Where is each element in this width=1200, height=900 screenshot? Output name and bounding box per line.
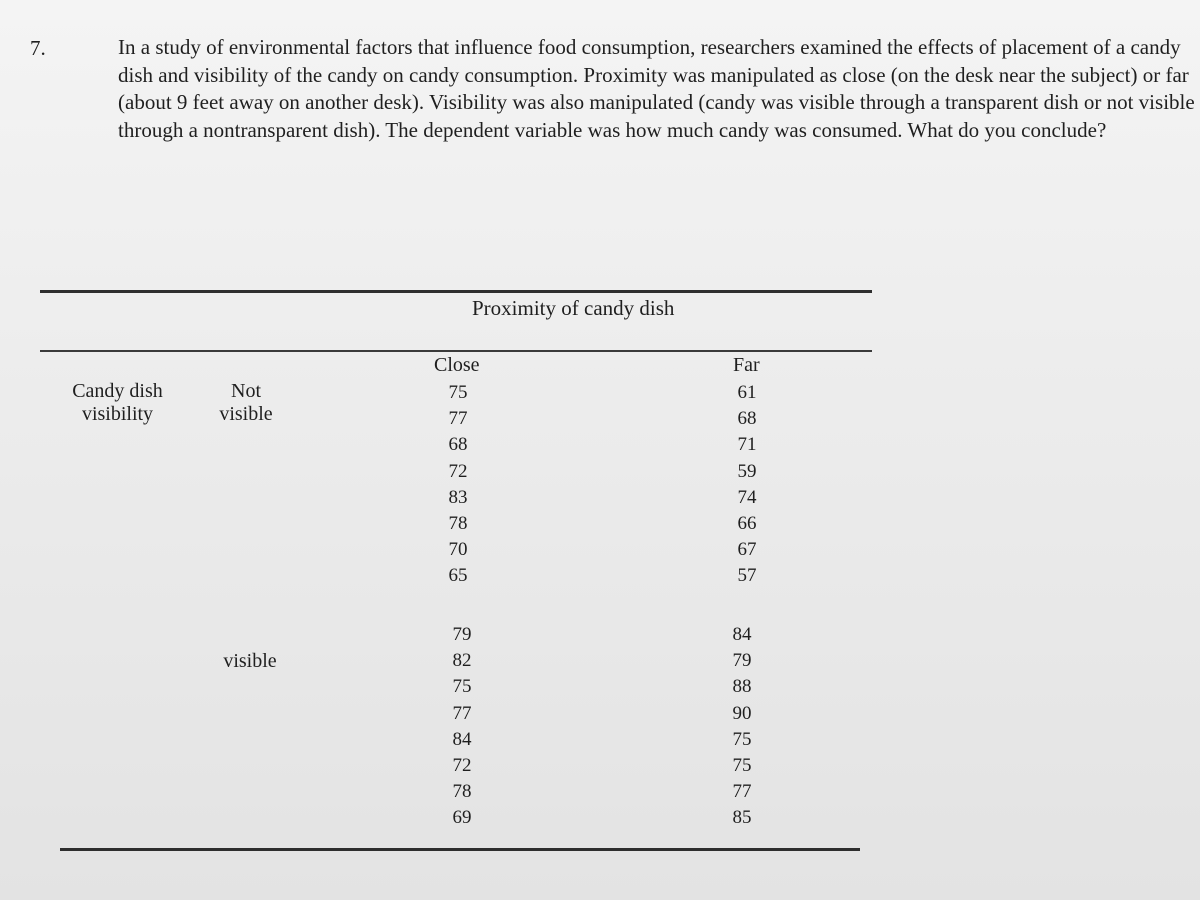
data-value: 65 — [448, 565, 468, 587]
column-header: Proximity of candy dish — [472, 296, 675, 320]
data-value: 75 — [732, 755, 752, 777]
data-value: 72 — [452, 755, 472, 777]
cell-visible-close — [442, 622, 482, 832]
data-value: 70 — [448, 539, 468, 561]
table-top-rule — [40, 290, 872, 293]
data-value: 72 — [448, 460, 468, 482]
data-value: 90 — [732, 702, 752, 724]
data-value: 75 — [732, 728, 752, 750]
data-value: 66 — [737, 513, 757, 535]
data-value: 88 — [732, 676, 752, 698]
data-value: 68 — [737, 408, 757, 430]
data-value: 75 — [452, 676, 472, 698]
table-middle-rule — [40, 350, 872, 352]
cell-not-visible-far — [727, 380, 767, 590]
column-level-close: Close — [434, 354, 480, 376]
data-value: 71 — [737, 434, 757, 456]
data-value: 84 — [732, 624, 752, 645]
data-value: 59 — [737, 460, 757, 482]
data-value: 84 — [452, 728, 472, 750]
row-header-line-1: Candy dish — [72, 380, 163, 402]
data-value: 79 — [732, 650, 752, 672]
data-value: 69 — [452, 807, 472, 829]
data-value: 79 — [452, 624, 472, 645]
row-level-visible: visible — [223, 650, 277, 672]
data-value: 83 — [448, 486, 468, 508]
data-value: 77 — [732, 781, 752, 803]
data-value: 77 — [448, 408, 468, 430]
row-header — [60, 380, 175, 426]
row-level-not-visible-line-2: visible — [219, 403, 273, 425]
data-value: 85 — [732, 807, 752, 829]
problem-number: 7. — [30, 36, 46, 60]
data-value: 57 — [737, 565, 757, 587]
problem-text: In a study of environmental factors that influence food consumption, researchers examined the effects of placement of a candy dish and visibility of the candy on candy consumption. Proximity was manipulated as close (on the desk near the subject) or far (about 9 feet away on another desk). Visibility was also manipulated (candy was visible through a transparent dish or not visible through a nontransparent dish). The dependent variable was how much candy was consumed. What do you conclude? — [118, 35, 1195, 142]
data-value: 75 — [448, 382, 468, 403]
column-level-far: Far — [733, 354, 760, 376]
data-value: 74 — [737, 486, 757, 508]
data-value: 68 — [448, 434, 468, 456]
row-level-not-visible-line-1: Not — [231, 380, 261, 402]
table-bottom-rule — [60, 848, 860, 851]
row-header-line-2: visibility — [81, 403, 154, 425]
data-value: 78 — [452, 781, 472, 803]
data-value: 61 — [737, 382, 757, 403]
row-level-not-visible — [205, 380, 287, 426]
data-value: 67 — [737, 539, 757, 561]
cell-not-visible-close — [438, 380, 478, 590]
cell-visible-far — [722, 622, 762, 832]
data-value: 78 — [448, 513, 468, 535]
data-value: 82 — [452, 650, 472, 672]
data-value: 77 — [452, 702, 472, 724]
